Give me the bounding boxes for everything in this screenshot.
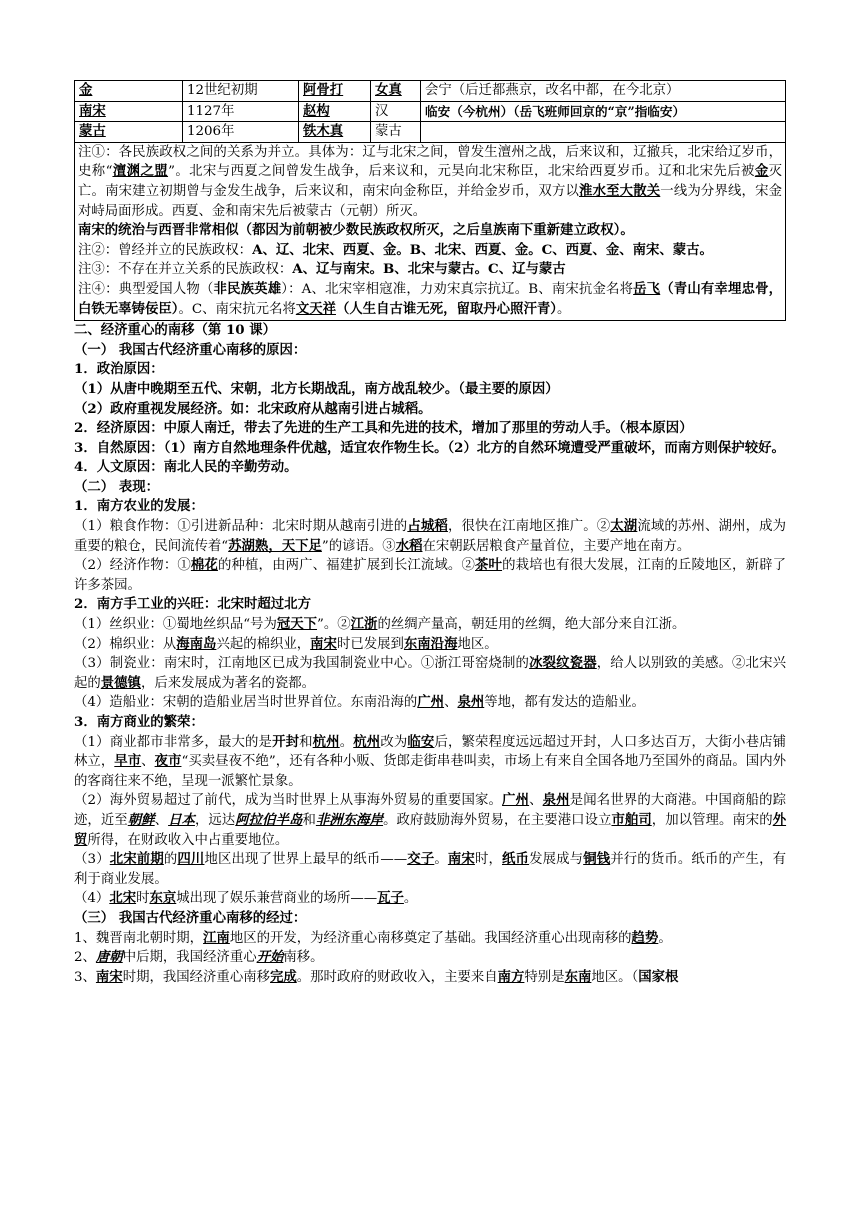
notes-box xyxy=(74,143,786,321)
table-cell: 铁木真 xyxy=(303,123,344,140)
table-cell: 阿骨打 xyxy=(303,82,344,98)
note-3: 注③：不存在并立关系的民族政权：A、辽与南宋。B、北宋与蒙古。C、辽与蒙古 xyxy=(78,261,566,278)
reason-1: 1．政治原因： xyxy=(74,361,164,378)
commerce-wazi: （4）北宋时东京城出现了娱乐兼营商业的场所——瓦子。 xyxy=(74,890,418,907)
note-2: 注②：曾经并立的民族政权：A、辽、北宋、西夏、金。B、北宋、西夏、金。C、西夏、金、南宋、蒙古。 xyxy=(78,241,713,258)
subsection-title: （二） 表现： xyxy=(74,478,160,495)
process-1: 1、魏晋南北朝时期，江南地区的开发，为经济重心南移奠定了基础。我国经济重心出现南移的趋势。 xyxy=(74,929,672,946)
reason-4: 4．人文原因：南北人民的辛勤劳动。 xyxy=(74,459,298,476)
section-economy xyxy=(74,321,786,987)
table-cell: 12世纪初期 xyxy=(183,81,299,102)
subsection-title: （一） 我国古代经济重心南移的原因： xyxy=(74,341,307,358)
table-cell: 汉 xyxy=(371,101,421,122)
agri-cash-crops: （2）经济作物：①棉花的种植，由两广、福建扩展到长江流域。②茶叶的栽培也有很大发展，江南的丘陵地区，新辟了许多茶园。 xyxy=(74,557,787,593)
craft-heading: 2．南方手工业的兴旺：北宋时超过北方 xyxy=(74,596,311,613)
process-2: 2、唐朝中后期，我国经济重心开始南移。 xyxy=(74,949,324,966)
table-cell: 赵构 xyxy=(303,102,330,119)
note-4: 注④：典型爱国人物（非民族英雄）：A、北宋宰相寇准，力劝宋真宗抗辽。B、南宋抗金名将岳飞（青山有幸埋忠骨，白铁无辜铸佞臣）。C、南宋抗元名将文天祥（人生自古谁无死，留取丹心照汗青）。 xyxy=(78,280,783,317)
table-row xyxy=(75,81,786,102)
commerce-paper-money: （3）北宋前期的四川地区出现了世界上最早的纸币——交子。南宋时，纸币发展成与铜钱并行的货币。纸币的产生，有利于商业发展。 xyxy=(74,851,787,887)
subsection-title: （三） 我国古代经济重心南移的经过： xyxy=(74,909,307,926)
table-cell: 女真 xyxy=(375,82,402,98)
commerce-overseas: （2）海外贸易超过了前代，成为当时世界上从事海外贸易的重要国家。广州、泉州是闻名世界的大商港。中国商船的踪迹，近至朝鲜、日本，远达阿拉伯半岛和非洲东海岸。政府鼓励海外贸易，在主要港口设立市舶司，加以管理。南宋的外贸所得，在财政收入中占重要地位。 xyxy=(74,792,787,848)
agri-grain: （1）粮食作物：①引进新品种：北宋时期从越南引进的占城稻，很快在江南地区推广。②太湖流域的苏州、湖州，成为重要的粮仓，民间流传着“苏湖熟，天下足”的谚语。③水稻在宋朝跃居粮食产量首位，主要产地在南方。 xyxy=(74,518,787,554)
reason-1-2: （2）政府重视发展经济。如：北宋政府从越南引进占城稻。 xyxy=(74,400,432,417)
craft-silk: （1）丝织业：①蜀地丝织品“号为冠天下”。②江浙的丝绸产量高，朝廷用的丝绸，绝大部分来自江浙。 xyxy=(74,616,686,633)
section-title: 二、经济重心的南移（第 10 课） xyxy=(74,322,277,339)
table-cell: 金 xyxy=(79,82,93,98)
table-cell: 蒙古 xyxy=(371,122,421,143)
process-3: 3、南宋时期，我国经济重心南移完成。那时政府的财政收入，主要来自南方特别是东南地区。（国家根 xyxy=(74,968,679,985)
note-1: 注①：各民族政权之间的关系为并立。具体为：辽与北宋之间，曾发生澶州之战，后来议和，辽撤兵，北宋给辽岁币，史称“澶渊之盟”。北宋与西夏之间曾发生战争，后来议和，元昊向北宋称臣，北宋给西夏岁币。辽和北宋先后被金灭亡。南宋建立初期曾与金发生战争，后来议和，南宋向金称臣，并给金岁币，双方以淮水至大散关一线为分界线，宋金对峙局面形成。西夏、金和南宋先后被蒙古（元朝）所灭。 xyxy=(78,144,783,219)
table-cell: 南宋 xyxy=(79,102,106,119)
note-1-bold: 南宋的统治与西晋非常相似（都因为前朝被少数民族政权所灭，之后皇族南下重新建立政权）。 xyxy=(78,222,634,239)
craft-shipbuilding: （4）造船业：宋朝的造船业居当时世界首位。东南沿海的广州、泉州等地，都有发达的造船业。 xyxy=(74,694,645,711)
table-row xyxy=(75,122,786,143)
table-cell: 蒙古 xyxy=(79,123,106,140)
table-cell: 1206年 xyxy=(183,122,299,143)
reason-1-1: （1）从唐中晚期至五代、宋朝，北方长期战乱，南方战乱较少。（最主要的原因） xyxy=(74,380,559,397)
table-row xyxy=(75,101,786,122)
commerce-heading: 3．南方商业的繁荣： xyxy=(74,714,204,730)
commerce-cities: （1）商业都市非常多，最大的是开封和杭州。杭州改为临安后，繁荣程度远远超过开封，人口多达百万，大街小巷店铺林立，早市、夜市“买卖昼夜不绝”，还有各种小贩、货郎走街串巷叫卖，市场上有来自全国各地乃至国外的商品。国内外的客商往来不绝，呈现一派繁忙景象。 xyxy=(74,733,787,789)
reason-2: 2．经济原因：中原人南迁，带去了先进的生产工具和先进的技术，增加了那里的劳动人手。（根本原因） xyxy=(74,420,693,437)
agri-heading: 1．南方农业的发展： xyxy=(74,498,204,515)
craft-cotton: （2）棉织业：从海南岛兴起的棉织业，南宋时已发展到东南沿海地区。 xyxy=(74,635,498,652)
table-cell: 1127年 xyxy=(183,101,299,122)
regime-table xyxy=(74,80,786,143)
table-cell xyxy=(421,122,786,143)
craft-porcelain: （3）制瓷业：南宋时，江南地区已成为我国制瓷业中心。①浙江哥窑烧制的冰裂纹瓷器，给人以别致的美感。②北宋兴起的景德镇，后来发展成为著名的瓷都。 xyxy=(74,655,787,691)
table-cell: 临安（今杭州）（岳飞班师回京的“京”指临安） xyxy=(421,101,786,122)
reason-3: 3．自然原因：（1）南方自然地理条件优越，适宜农作物生长。（2）北方的自然环境遭受严重破坏，而南方则保护较好。 xyxy=(74,439,785,456)
table-cell: 会宁（后迁都燕京，改名中都，在今北京） xyxy=(421,81,786,102)
document-page xyxy=(74,80,786,987)
